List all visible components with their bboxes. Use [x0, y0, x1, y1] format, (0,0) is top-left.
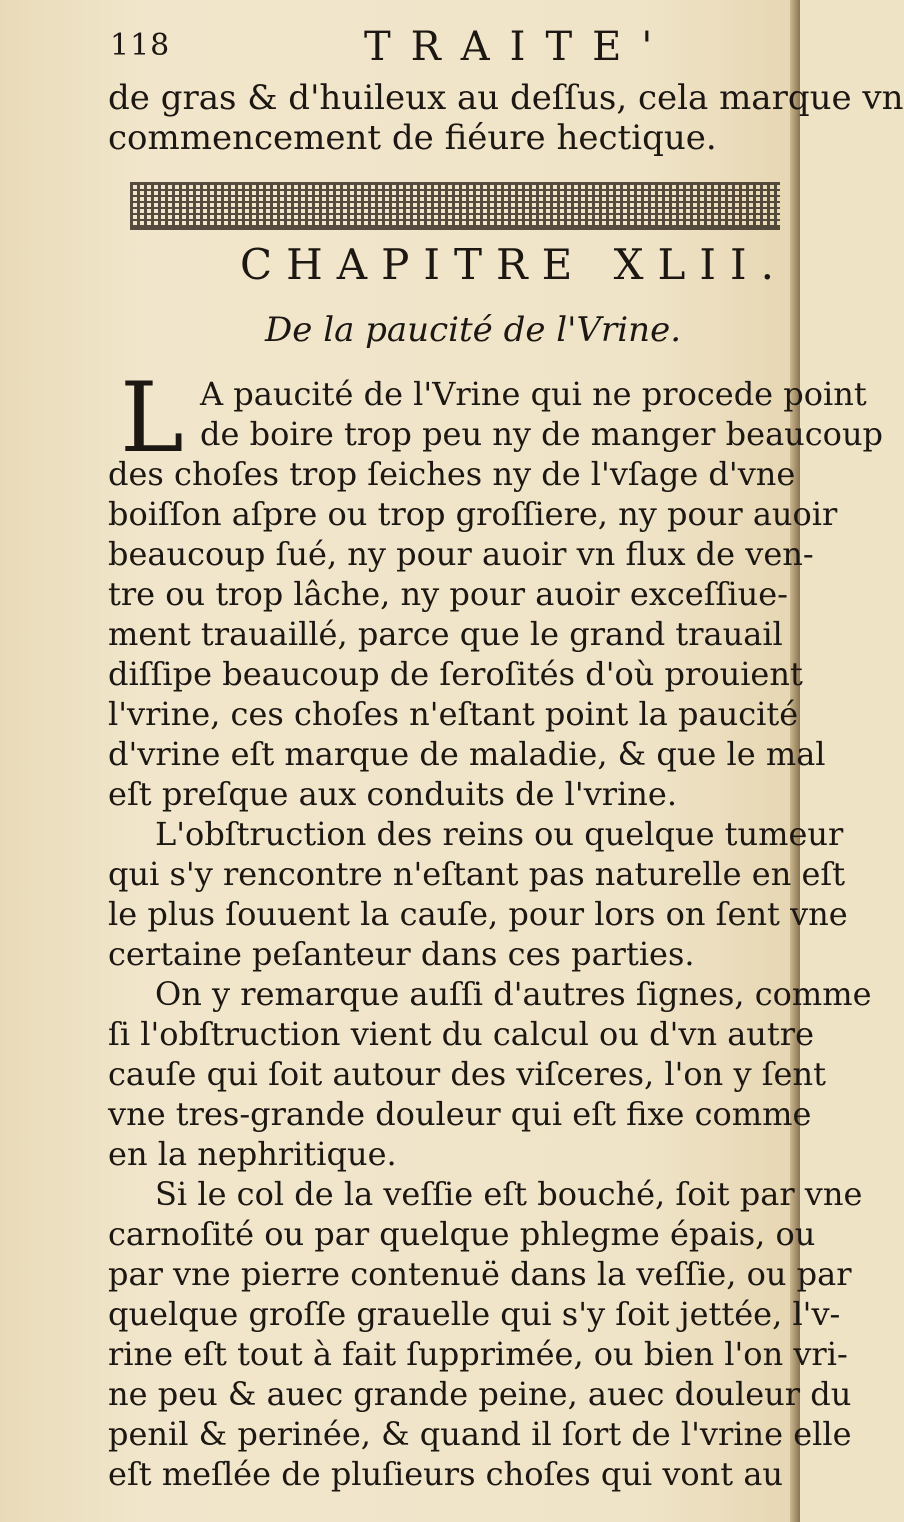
text-line: L'obſtruction des reins ou quelque tumeur [155, 815, 844, 853]
text-line: vne tres-grande douleur qui eſt fixe comme [108, 1095, 812, 1133]
text-line: rine eſt tout à fait ſupprimée, ou bien l'on vri- [108, 1335, 848, 1373]
text-line: certaine peſanteur dans ces parties. [108, 935, 695, 973]
text-line: le plus ſouuent la cauſe, pour lors on ſent vne [108, 895, 848, 933]
text-line: en la nephritique. [108, 1135, 397, 1173]
text-line: ſi l'obſtruction vient du calcul ou d'vn autre [108, 1015, 814, 1053]
text-line: On y remarque auſſi d'autres ſignes, comme [155, 975, 872, 1013]
text-line: ne peu & auec grande peine, auec douleur du [108, 1375, 852, 1413]
text-line: diſſipe beaucoup de ſeroſités d'où prouient [108, 655, 803, 693]
text-line: par vne pierre contenuë dans la veſſie, ou par [108, 1255, 852, 1293]
text-line: quelque groſſe grauelle qui s'y ſoit jettée, l'v- [108, 1295, 841, 1333]
text-line: d'vrine eſt marque de maladie, & que le mal [108, 735, 826, 773]
drop-cap: L [120, 362, 184, 474]
text-line: Si le col de la veſſie eſt bouché, ſoit par vne [155, 1175, 863, 1213]
text-line: cauſe qui ſoit autour des viſceres, l'on y ſent [108, 1055, 826, 1093]
text-line: tre ou trop lâche, ny pour auoir exceſſiue- [108, 575, 788, 613]
text-line: de boire trop peu ny de manger beaucoup [200, 415, 884, 453]
chapter-title: CHAPITRE XLII. [240, 240, 788, 289]
decorative-band-ornament [130, 182, 780, 230]
text-line: qui s'y rencontre n'eſtant pas naturelle en eſt [108, 855, 846, 893]
text-line: ment trauaillé, parce que le grand trauail [108, 615, 783, 653]
text-line: carnoſité ou par quelque phlegme épais, ou [108, 1215, 816, 1253]
text-line: boiſſon aſpre ou trop groſſiere, ny pour auoir [108, 495, 838, 533]
text-line: l'vrine, ces choſes n'eſtant point la paucité [108, 695, 799, 733]
text-line: penil & perinée, & quand il ſort de l'vrine elle [108, 1415, 852, 1453]
continuation-line: de gras & d'huileux au deſſus, cela marque vn [108, 78, 904, 118]
text-line: beaucoup ſué, ny pour auoir vn flux de ven- [108, 535, 814, 573]
running-title: TRAITE' [364, 24, 673, 70]
text-line: eſt meſlée de pluſieurs choſes qui vont au [108, 1455, 783, 1493]
page-number: 118 [110, 28, 171, 63]
text-line: des choſes trop ſeiches ny de l'vſage d'vne [108, 455, 796, 493]
text-line: A paucité de l'Vrine qui ne procede point [200, 375, 867, 413]
text-line: eſt preſque aux conduits de l'vrine. [108, 775, 678, 813]
page-header [110, 24, 790, 74]
continuation-line: commencement de fiéure hectique. [108, 118, 717, 158]
chapter-subtitle: De la paucité de l'Vrine. [265, 310, 682, 350]
